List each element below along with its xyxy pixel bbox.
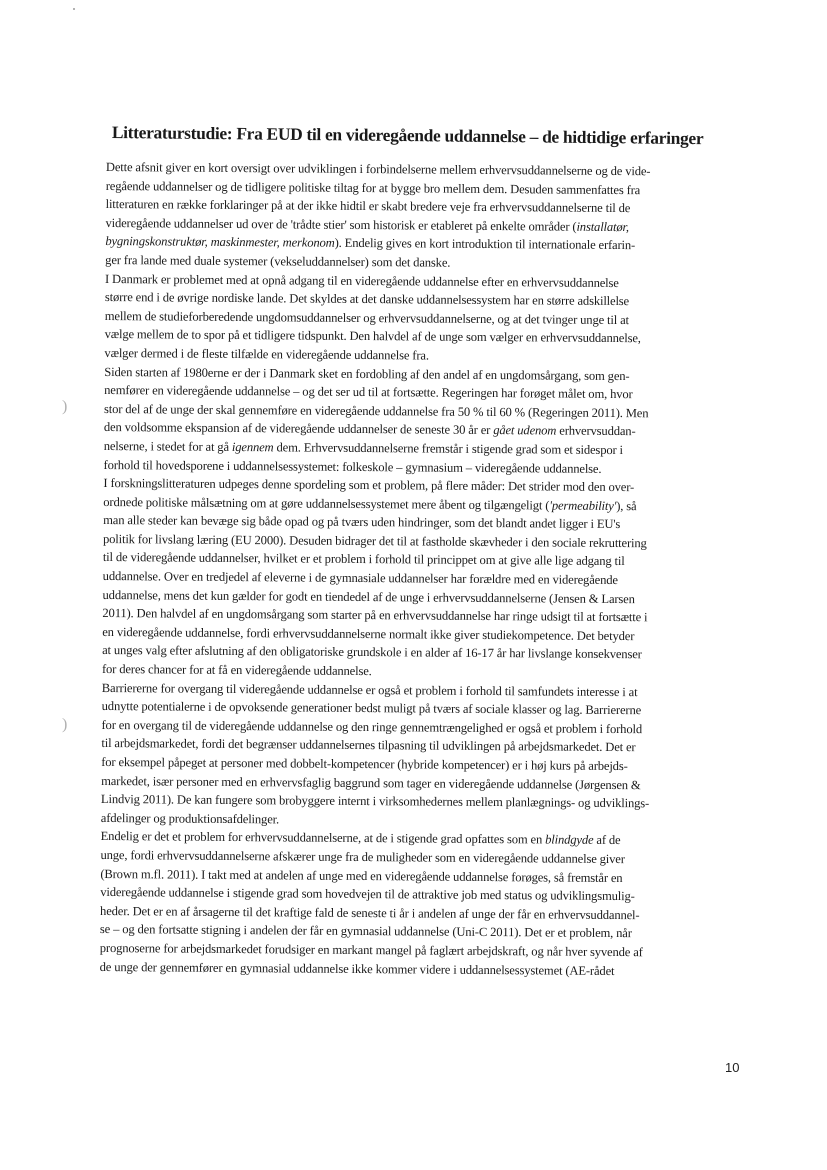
italic-text: bygningskonstruktør, maskinmester, merkonom [105,234,335,251]
text-run: ger fra lande med duale systemer (vekseluddannelser) som det danske. [105,252,451,270]
text-run: litteraturen en række forklaringer på at der ikke hidtil er skabt bredere veje fra erhvervsuddannelserne til de [105,197,631,216]
body-text [100,158,746,981]
italic-text: gået udenom [493,423,557,438]
text-line [100,958,740,982]
text-run: prognoserne for arbejdsmarkedet forudsiger en markant mangel på faglært arbejdskraft, og når hver syvende af [99,940,643,960]
text-run: at unges valg efter afslutning af den obligatoriske grundskole i en alder af 16-17 år har livslange konsekvenser [102,643,642,662]
text-run: vælger dermed i de fleste tilfælde en videregående uddannelse fra. [104,345,429,363]
italic-text: igennem [231,439,274,455]
text-run: Lindvig 2011). De kan fungere som brobyggere internt i virksomhedernes mellem planlægnings- og udviklings- [100,792,650,811]
text-run: den voldsomme ekspansion af de videregående uddannelser de seneste 30 år er [103,420,494,438]
text-run: ). Endelig gives en kort introduktion til internationale erfarin- [334,236,636,253]
text-run: I Danmark er problemet med at opnå adgang til en videregående uddannelse efter en erhvervsuddannelse [104,271,619,290]
italic-text: 'permeability' [549,498,617,513]
text-run: til arbejdsmarkedet, fordi det begrænser uddannelsernes tilpasning til udviklingen på arbejdsmarkedet. Det er [101,736,636,755]
text-run: I forskningslitteraturen udpeges denne spordeling som et problem, på flere måder: Det strider mod den over- [103,476,635,495]
text-run: afdelinger og produktionsafdelinger. [100,810,280,827]
hole-punch-mark: ) [62,398,68,415]
text-run: man alle steder kan bevæge sig både opad og på tværs uden hindringer, som det blandt andet ligger i EU's [103,513,621,532]
text-run: unge, fordi erhvervsuddannelserne afskærer unge fra de muligheder som en videregående uddannelse giver [100,847,625,867]
text-run: stor del af de unge der skal gennemføre en videregående uddannelse fra 50 % til 60 % (Regeringen 2011). Men [103,401,649,420]
text-run: forhold til hovedsporene i uddannelsessystemet: folkeskole – gymnasium – videregående uddannelse. [103,457,602,476]
text-run: ordnede politiske målsætning om at gøre uddannelsessystemet mere åbent og tilgængeligt ( [103,494,550,513]
text-run: erhvervsuddan- [556,423,636,439]
text-run: for deres chancer for at få en videregående uddannelse. [101,662,372,679]
scan-speck [73,8,75,10]
text-run: politik for livslang læring (EU 2000). Desuden bidrager det til at fastholde skævheder i den sociale rekruttering [102,531,647,551]
text-run: Siden starten af 1980erne er der i Danmark sket en fordobling af den andel af en ungdomsårgang, som gen- [104,364,630,383]
text-run: regående uddannelser og de tidligere politiske tiltag for at bygge bro mellem dem. Desuden sammenfattes fra [105,178,641,197]
text-run: af de [593,833,621,848]
text-run: videregående uddannelser ud over de 'trådte stier' som historisk er etableret på enkelte områder ( [105,215,577,234]
text-run: en videregående uddannelse, fordi erhvervsuddannelserne normalt ikke giver studiekompetence. Det betyder [102,624,635,644]
hole-punch-mark: ) [62,716,68,733]
text-run: udnytte potentialerne i de opvoksende generationer bedst muligt på tværs af sociale klasser og lag. Barriererne [101,699,642,718]
text-run: markedet, især personer med en erhvervsfaglig baggrund som tager en videregående uddannelse (Jørgensen & [101,773,641,792]
text-run: Endelig er det et problem for erhvervsuddannelserne, at de i stigende grad opfattes som en [100,829,546,847]
section-heading: Litteraturstudie: Fra EUD til en videregående uddannelse – de hidtidige erfaringer [111,122,704,149]
page-number: 10 [725,1060,740,1075]
text-run: (Brown m.fl. 2011). I takt med at andelen af unge med en videregående uddannelse forøges, så fremstår en [100,866,623,885]
text-run: dem. Erhvervsuddannelserne fremstår i stigende grad som et sidespor i [273,440,623,457]
text-run: vælge mellem de to spor på et tidligere tidspunkt. Den halvdel af de unge som vælger en erhvervsuddannelse, [104,327,641,346]
text-run: videregående uddannelse i stigende grad som hovedvejen til de attraktive job med status og udviklingsmulig- [100,885,635,904]
text-run: 2011). Den halvdel af en ungdomsårgang som starter på en erhvervsuddannelse har ringe udsigt til at fortsætte i [102,606,648,625]
italic-text: blindgyde [545,832,594,848]
text-run: mellem de studieforberedende ungdomsuddannelser og erhvervsuddannelserne, og at det tvinger unge til at [104,308,629,327]
text-run: ), så [616,498,637,513]
text-run: se – og den fortsatte stigning i andelen der får en gymnasial uddannelse (Uni-C 2011). Det er et problem, når [99,922,632,941]
text-run: nelserne, i stedet for at gå [103,438,232,454]
text-run: heder. Det er en af årsagerne til det kraftige fald de seneste ti år i andelen af unge der får en erhvervsuddannel- [100,903,640,922]
italic-text: installatør, [576,219,629,234]
text-run: til de videregående uddannelser, hvilket er et problem i forhold til princippet om at give alle lige adgang til [102,550,625,569]
text-run: uddannelse. Over en tredjedel af eleverne i de gymnasiale uddannelser har forældre med en videregående [102,569,618,588]
text-run: nemfører en videregående uddannelse – og det ser ud til at fortsætte. Regeringen har forøget målet om, hvor [104,383,633,402]
text-run: større end i de øvrige nordiske lande. Det skyldes at det danske uddannelsessystem har en større adskillelse [104,290,630,309]
text-run: Barriererne for overgang til videregående uddannelse er også et problem i forhold til samfundets interesse i at [101,680,638,699]
text-run: for en overgang til de videregående uddannelse og den ringe gennemtrængelighed er også et problem i forhold [101,717,643,737]
text-run: de unge der gennemfører en gymnasial uddannelse ikke kommer videre i uddannelsessystemet (AE-rådet [99,959,615,978]
text-run: for eksempel påpeget at personer med dobbelt-kompetencer (hybride kompetencer) er i høj kurs på arbejds- [101,754,628,774]
text-run: uddannelse, mens det kun gælder for godt en tiendedel af de unge i erhvervsuddannelserne (Jensen & Larsen [102,587,635,606]
text-run: Dette afsnit giver en kort oversigt over udviklingen i forbindelserne mellem erhvervsuddannelserne og de vide- [105,159,651,179]
